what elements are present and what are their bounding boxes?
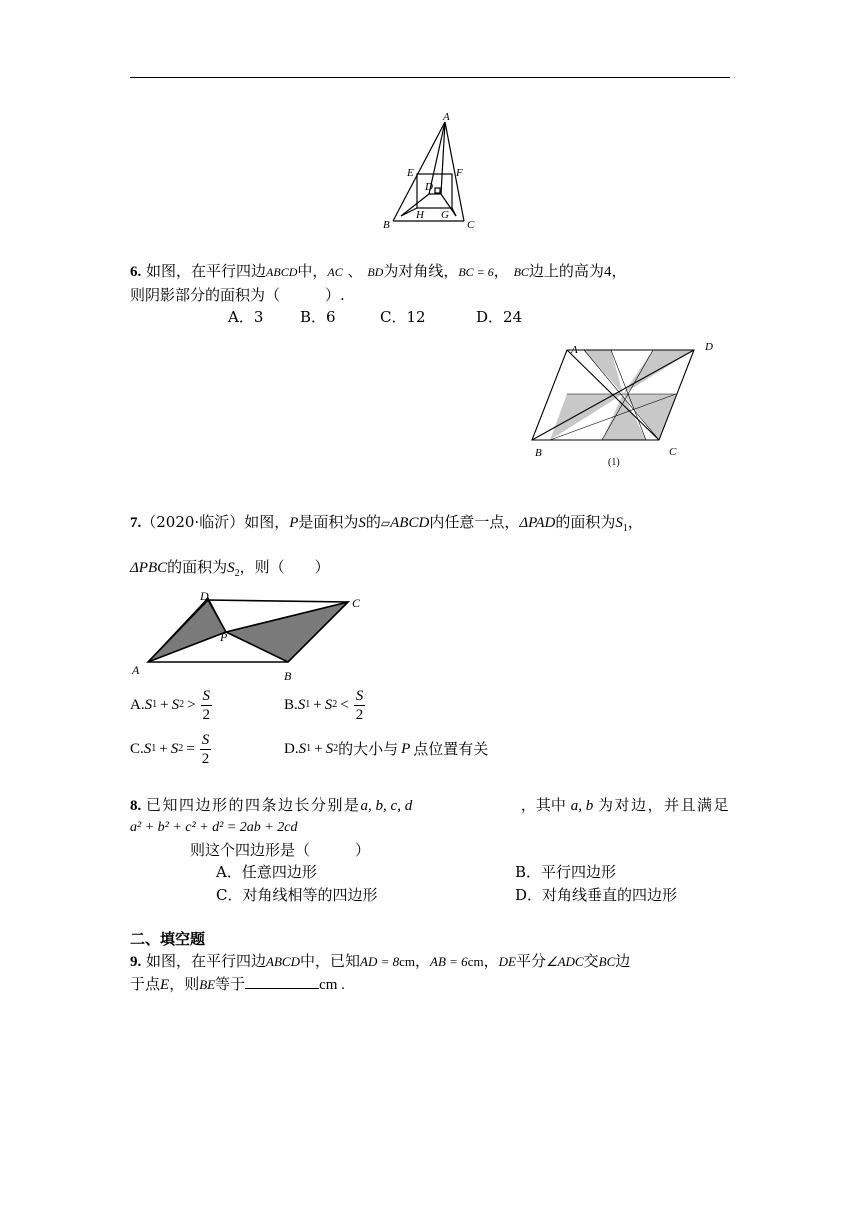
q9-ad-eq: AD = 8 [360, 954, 400, 969]
q7-option-a-label: A. [130, 697, 145, 713]
triangle-square-figure [378, 108, 488, 236]
q7-option-d-label: D. [284, 741, 299, 757]
s-var: S [324, 697, 333, 713]
q9-abcd: ABCD [266, 954, 300, 969]
fig7-label-p: P [220, 630, 228, 644]
q9-text-b: 中，已知 [300, 952, 361, 970]
q6-bc-eq: BC = 6 [458, 265, 494, 279]
q9-number: 9. [130, 954, 142, 970]
q6-ac: AC [327, 265, 343, 279]
q6-comma: ， [493, 262, 509, 280]
q8-line3: 则这个四边形是（ ） [190, 841, 371, 859]
q7-text-b: 是面积为 [298, 513, 359, 531]
q7-text-e: 的面积为 [555, 513, 616, 531]
q8-option-d[interactable]: D．对角线垂直的四边形 [515, 886, 678, 904]
fraction [201, 687, 213, 724]
q7-option-c-label: C. [130, 741, 144, 757]
q7-text-h: ，则（ ） [239, 558, 330, 576]
s-sub: 1 [151, 743, 157, 754]
eq-sign: = [186, 741, 195, 757]
q6-four: 4 [603, 264, 612, 280]
fraction-denominator: 2 [201, 750, 210, 767]
s-sub: 2 [179, 699, 185, 710]
q8-number: 8. [130, 798, 142, 814]
q9-text-c: 平分 [515, 952, 546, 970]
q6-options [228, 307, 522, 327]
parallelogram-shaded-figure [528, 336, 728, 468]
fig7-label-d: D [200, 589, 209, 603]
answer-blank[interactable] [245, 974, 319, 989]
fraction-denominator: 2 [355, 706, 364, 723]
fraction-numerator: S [202, 687, 211, 704]
q7-option-b-label: B. [284, 697, 298, 713]
q8-line1 [130, 795, 730, 816]
fig5-label-d: D [425, 181, 433, 193]
q9-text-d: 交 [583, 952, 599, 970]
q9-line2 [130, 974, 345, 995]
q7-text-d: 内任意一点， [429, 513, 520, 531]
q8-equation: a² + b² + c² + d² = 2ab + 2cd [130, 820, 298, 835]
q9-unit-1: cm [399, 954, 416, 969]
fraction [354, 687, 366, 724]
s-var: S [170, 741, 179, 757]
fraction-numerator: S [355, 687, 364, 704]
fig6-label-d: D [705, 341, 713, 353]
q6-text: 如图，在平行四边 [146, 262, 267, 280]
s-var: S [171, 697, 180, 713]
q9-sep-2: ， [483, 952, 499, 970]
s-var: S [297, 697, 306, 713]
plus-sign: + [159, 741, 168, 757]
q7-text-c: 的 [365, 513, 381, 531]
q6-number: 6. [130, 264, 142, 280]
q9-line1 [130, 951, 630, 972]
fraction-denominator: 2 [202, 706, 211, 723]
gt-sign: > [187, 697, 196, 713]
q9-text-e: 边 [615, 952, 631, 970]
q7-p: P [289, 515, 299, 531]
q8-option-b[interactable]: B．平行四边形 [515, 863, 617, 881]
q7-number: 7. [130, 515, 142, 531]
q7-s2: S [227, 560, 235, 576]
q6-option-d[interactable]: D．24 [476, 308, 523, 326]
q6-bc: BC [513, 265, 529, 279]
fig6-label-a: A [571, 344, 578, 356]
q7-text-a: （2020·临沂）如图， [141, 513, 290, 531]
fraction-numerator: S [201, 731, 210, 748]
fig6-label-c: C [669, 446, 677, 458]
q8-text-c: 为对边，并且满足 [597, 796, 730, 814]
q9-unit-end: cm . [319, 977, 345, 993]
q7-text-f: ， [627, 513, 643, 531]
fig5-label-a: A [443, 111, 450, 123]
s-var: S [143, 741, 152, 757]
fig5-label-g: G [441, 209, 449, 221]
q7-line2 [130, 557, 330, 584]
fig5-label-e: E [407, 167, 414, 179]
q9-text-a: 如图，在平行四边 [146, 952, 267, 970]
q9-be: BE [199, 977, 216, 992]
q7-s: S [358, 515, 366, 531]
q7-option-c[interactable] [130, 728, 213, 770]
q9-de: DE [498, 954, 516, 969]
q6-line2: 则阴影部分的面积为（ ）. [130, 286, 345, 304]
q9-sep-1: ， [415, 952, 431, 970]
q6-text-e: ， [611, 262, 627, 280]
q7-abcd: ABCD [390, 515, 430, 531]
fig7-label-c: C [352, 596, 361, 610]
s-sub: 1 [305, 699, 311, 710]
s-sub: 1 [306, 743, 312, 754]
q7-delta-pbc: ΔPBC [130, 560, 168, 576]
section-heading: 二、填空题 [130, 930, 206, 948]
lt-sign: < [340, 697, 349, 713]
q6-option-a[interactable]: A．3 [228, 308, 264, 326]
q6-abcd: ABCD [266, 265, 298, 279]
q7-s1: S [615, 515, 623, 531]
q6-text-d: 边上的高为 [528, 262, 604, 280]
q8-ab: a, b [570, 798, 594, 814]
s-sub: 2 [333, 743, 339, 754]
q9-text-g: ，则 [169, 975, 200, 993]
s-var: S [298, 741, 307, 757]
q7-line1 [130, 512, 643, 539]
q7-option-d-p: P [401, 741, 411, 757]
s-var: S [144, 697, 153, 713]
q8-vars: a, b, c, d [360, 798, 413, 814]
q6-text-b: 中， [297, 262, 328, 280]
q8-option-a[interactable]: A．任意四边形 [216, 863, 317, 881]
fig5-label-b: B [383, 219, 390, 231]
q8-text-b: ，其中 [520, 796, 566, 814]
q6-text-c: 为对角线， [383, 262, 459, 280]
q6-option-b[interactable]: B．6 [300, 308, 336, 326]
plus-sign: + [313, 697, 322, 713]
fraction [200, 731, 212, 768]
s-var: S [325, 741, 334, 757]
fig7-label-b: B [284, 669, 292, 683]
s-sub: 2 [332, 699, 338, 710]
parallelogram-icon: ▱ [380, 516, 391, 530]
plus-sign: + [160, 697, 169, 713]
q7-s2-sub: 2 [234, 568, 240, 579]
q9-bc: BC [598, 954, 616, 969]
q8-option-c[interactable]: C．对角线相等的四边形 [216, 886, 378, 904]
q9-ab-eq: AB = 6 [430, 954, 468, 969]
fig5-label-h: H [416, 209, 424, 221]
fig5-label-f: F [456, 167, 463, 179]
q8-text-a: 已知四边形的四条边长分别是 [146, 796, 361, 814]
q7-option-b[interactable] [284, 684, 367, 726]
q6-bd: BD [367, 265, 384, 279]
q6-sep: 、 [347, 262, 363, 280]
q7-delta-pad: ΔPAD [519, 515, 556, 531]
q9-text-h: 等于 [215, 975, 246, 993]
q7-text-g: 的面积为 [167, 558, 228, 576]
q9-angle: ∠ADC [545, 954, 584, 969]
q9-text-f: 于点 [130, 975, 161, 993]
s-sub: 1 [152, 699, 158, 710]
plus-sign: + [314, 741, 323, 757]
fig6-label-b: B [535, 447, 542, 459]
parallelogram-point-figure [130, 588, 370, 684]
q7-option-a[interactable] [130, 684, 214, 726]
q6-line1 [130, 261, 626, 282]
fig7-label-a: A [132, 663, 140, 677]
q7-option-d-text-b: 点位置有关 [413, 740, 489, 758]
header-rule [130, 77, 730, 78]
q7-option-d[interactable] [284, 728, 488, 770]
q9-e: E [160, 977, 170, 993]
q9-unit-2: cm [467, 954, 484, 969]
q6-option-c[interactable]: C．12 [380, 308, 426, 326]
fig5-label-c: C [467, 219, 475, 231]
q7-s1-sub: 1 [622, 523, 628, 534]
s-sub: 2 [178, 743, 184, 754]
fig6-caption: (1) [608, 457, 620, 468]
q7-option-d-text: 的大小与 [338, 740, 399, 758]
